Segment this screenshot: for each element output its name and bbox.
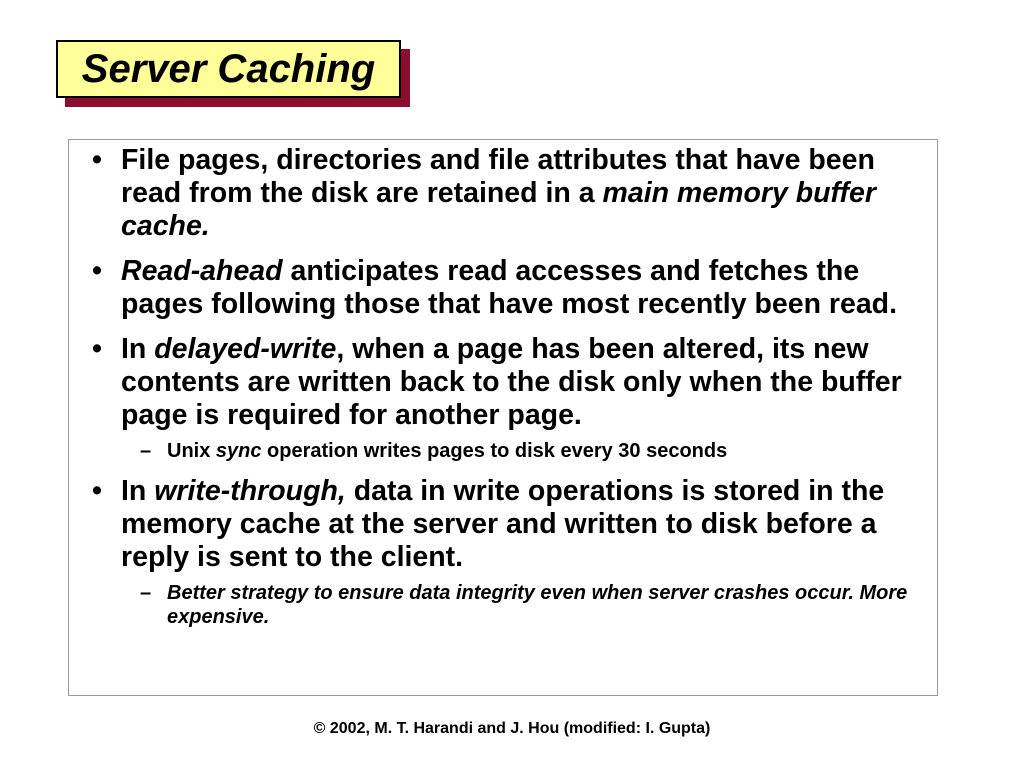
sub-bullet-marker: –	[140, 440, 152, 462]
bullet-emphasis: write-through,	[154, 475, 346, 507]
bullet-emphasis: Read-ahead	[121, 255, 283, 287]
bullet-item-read-ahead	[79, 255, 929, 321]
slide-title: Server Caching	[81, 47, 376, 91]
bullet-text: data in write operations is stored in the memory cache at the server and written to disk before a reply is sent to the client.	[121, 475, 885, 573]
slide-title-container	[56, 40, 401, 98]
bullet-emphasis: main memory buffer cache.	[121, 177, 876, 242]
bullet-marker: •	[92, 255, 102, 287]
bullet-item-delayed-write	[79, 333, 929, 432]
bullet-marker: •	[92, 144, 102, 176]
bullet-text: anticipates read accesses and fetches the pages following those that have most recently been read.	[121, 255, 898, 320]
bullet-item-buffer-cache	[79, 144, 929, 243]
bullet-emphasis: delayed-write	[154, 333, 337, 365]
sub-bullet-text: Unix	[167, 440, 216, 462]
sub-bullet-unix-sync	[79, 439, 929, 463]
sub-bullet-text: Better strategy to ensure data integrity even when server crashes occur. More expensive.	[167, 582, 908, 628]
sub-bullet-text: operation writes pages to disk every 30 seconds	[261, 440, 728, 462]
sub-bullet-better-strategy	[79, 581, 929, 629]
bullet-item-write-through	[79, 475, 929, 574]
bullet-text: In	[121, 475, 155, 507]
title-box	[56, 40, 401, 98]
bullet-marker: •	[92, 475, 102, 507]
sub-bullet-emphasis: sync	[215, 440, 262, 462]
footer-copyright: © 2002, M. T. Harandi and J. Hou (modified: I. Gupta)	[313, 720, 711, 737]
bullet-list	[79, 144, 929, 641]
sub-bullet-marker: –	[140, 582, 152, 604]
bullet-text: In	[121, 333, 155, 365]
content-box	[68, 139, 938, 696]
bullet-text: , when a page has been altered, its new contents are written back to the disk only when the buffer page is required for another page.	[121, 333, 902, 431]
bullet-text: File pages, directories and file attributes that have been read from the disk are retained in a	[121, 144, 875, 209]
bullet-marker: •	[92, 333, 102, 365]
